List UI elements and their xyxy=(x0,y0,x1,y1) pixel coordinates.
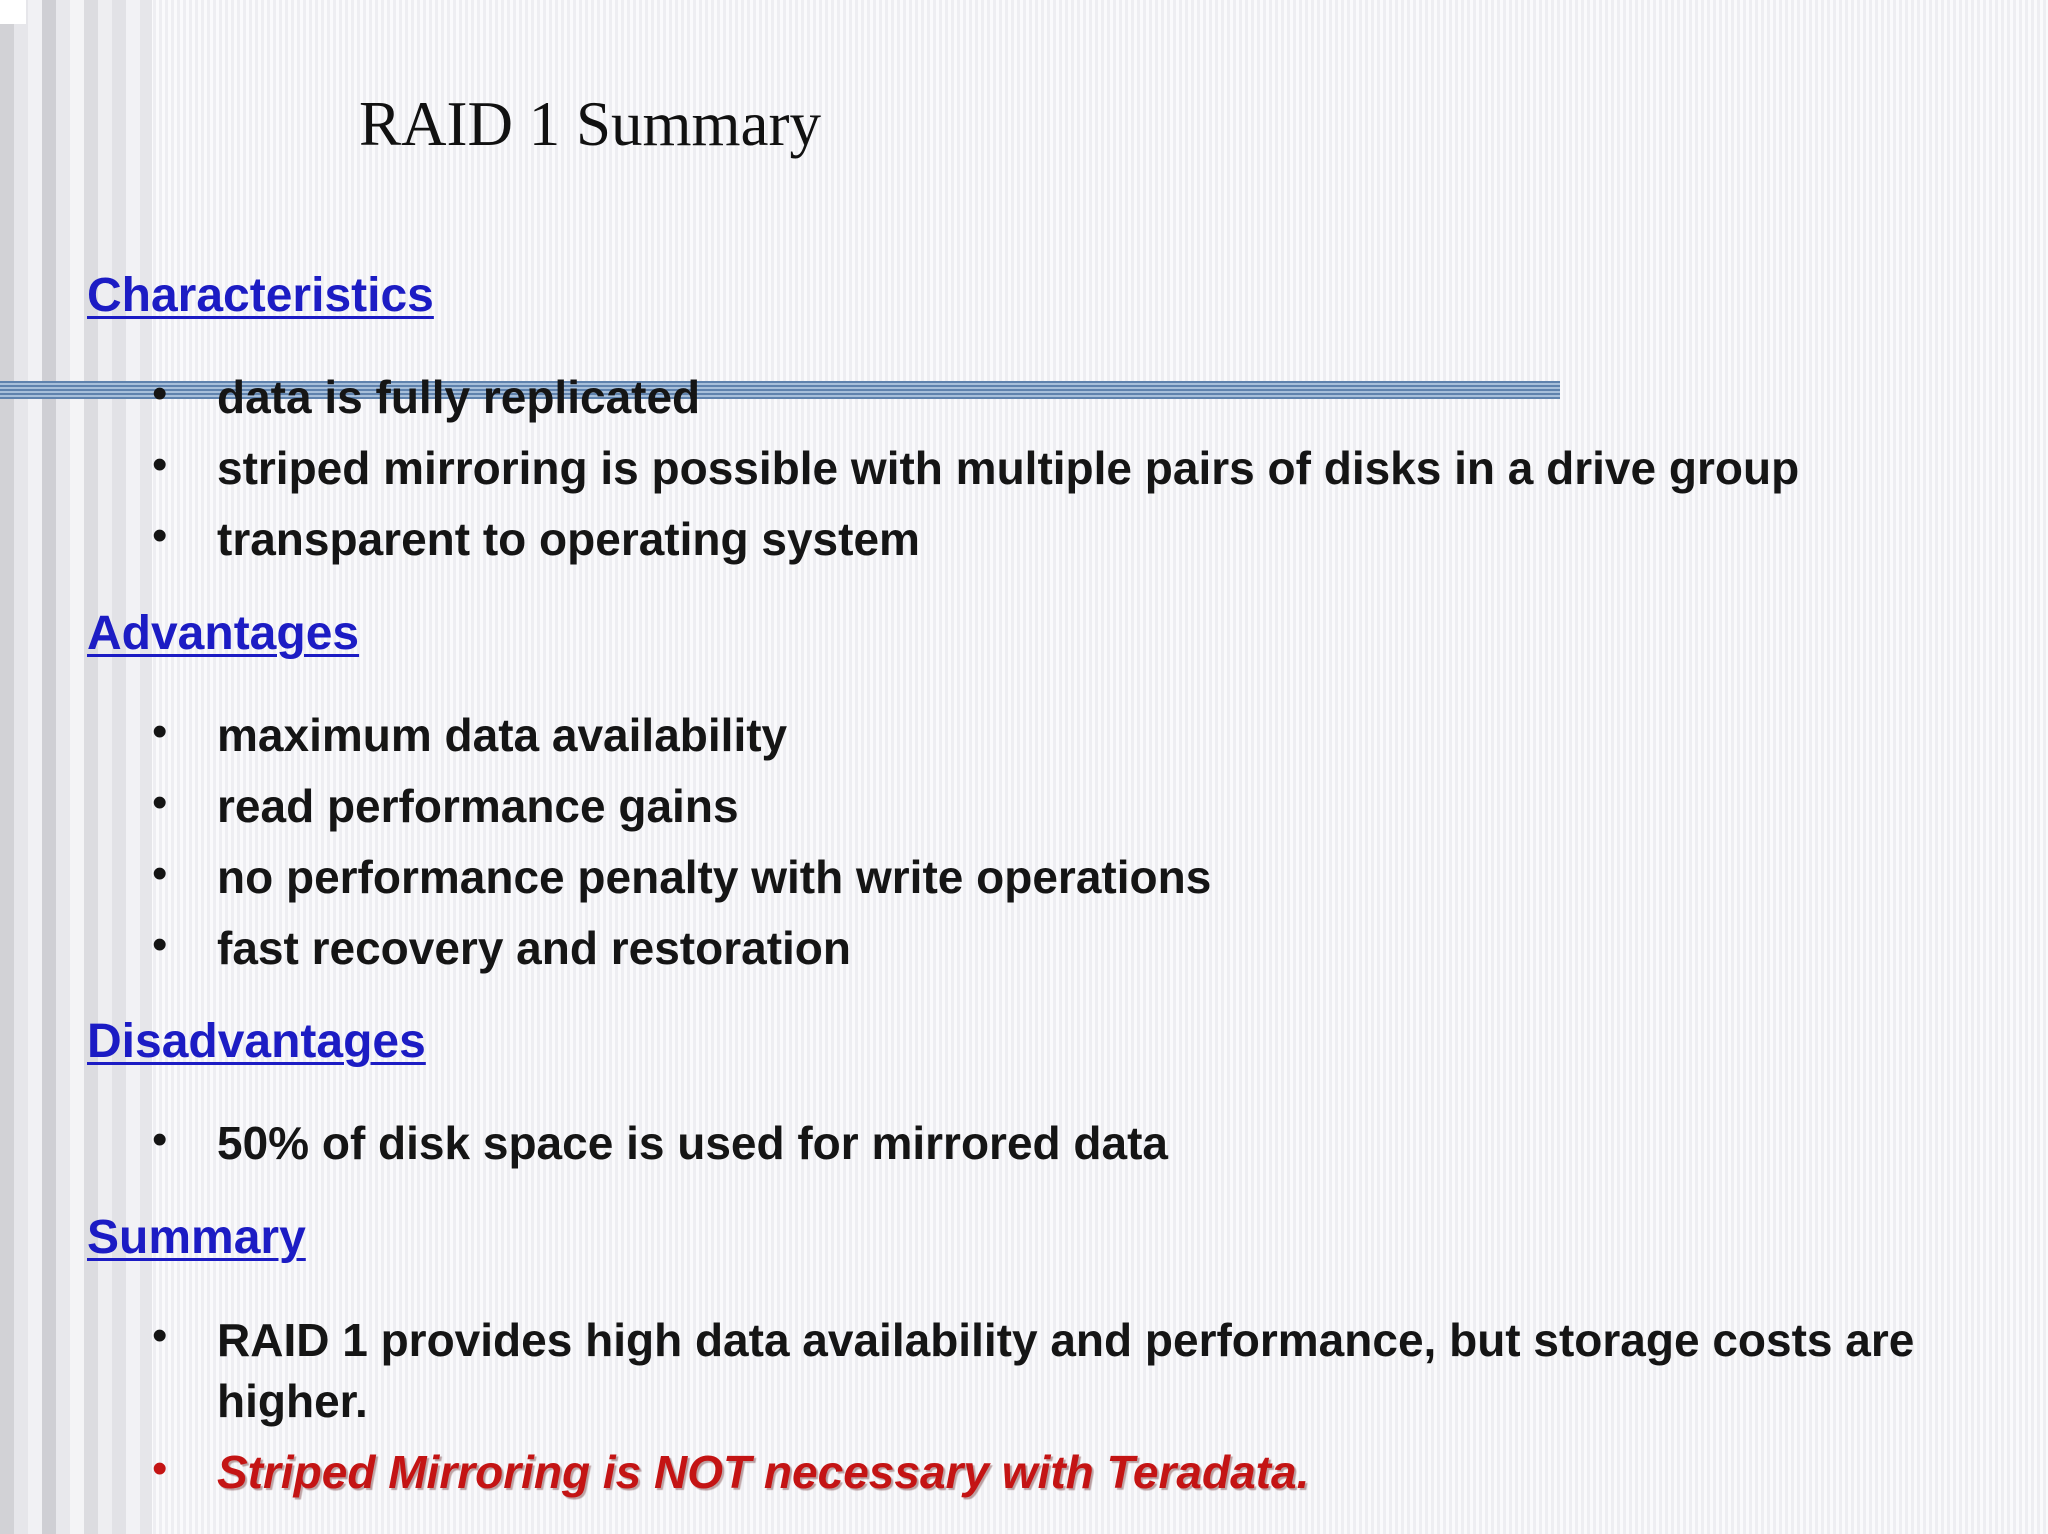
bullet-marker: • xyxy=(152,369,168,418)
bullet-marker: • xyxy=(152,778,168,827)
bullet-marker: • xyxy=(152,920,168,969)
left-decorative-stripes xyxy=(0,0,152,1534)
section-heading-summary: Summary xyxy=(87,1211,306,1264)
list-item-advantages-1: maximum data availability xyxy=(217,709,788,761)
bullet-marker: • xyxy=(152,1115,168,1164)
list-item-advantages-4: fast recovery and restoration xyxy=(217,922,852,974)
list-item-characteristics-3: transparent to operating system xyxy=(217,513,920,565)
bullet-marker: • xyxy=(152,440,168,489)
corner-mark xyxy=(0,0,26,24)
section-heading-advantages: Advantages xyxy=(87,607,360,660)
bullet-marker: • xyxy=(152,849,168,898)
list-item-advantages-3: no performance penalty with write operations xyxy=(217,851,1212,903)
bullet-marker: • xyxy=(152,511,168,560)
list-item-characteristics-1: data is fully replicated xyxy=(217,371,701,423)
slide-title: RAID 1 Summary xyxy=(359,89,821,159)
list-item-advantages-2: read performance gains xyxy=(217,780,739,832)
list-item-summary-emphasis: Striped Mirroring is NOT necessary with Teradata. xyxy=(217,1446,1310,1498)
bullet-marker: • xyxy=(152,1311,168,1360)
bullet-marker-emphasis: • xyxy=(152,1444,168,1493)
section-heading-disadvantages: Disadvantages xyxy=(87,1015,426,1068)
list-item-disadvantages-1: 50% of disk space is used for mirrored data xyxy=(217,1117,1168,1169)
section-heading-characteristics: Characteristics xyxy=(87,269,434,322)
bullet-marker: • xyxy=(152,707,168,756)
list-item-characteristics-2: striped mirroring is possible with multiple pairs of disks in a drive group xyxy=(217,442,1800,494)
list-item-summary-1: RAID 1 provides high data availability and performance, but storage costs are higher. xyxy=(217,1314,1915,1427)
